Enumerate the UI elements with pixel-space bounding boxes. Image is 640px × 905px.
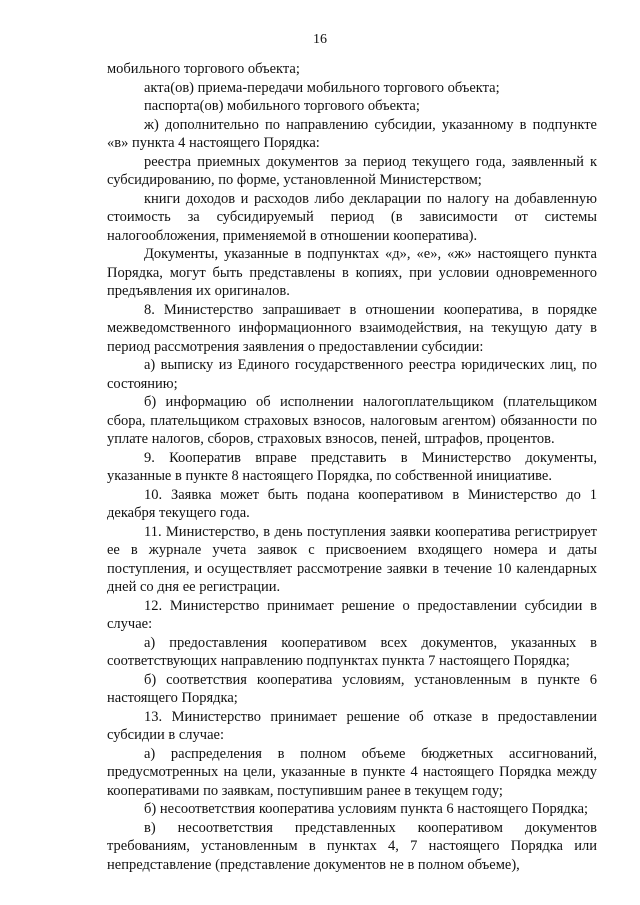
paragraph: 13. Министерство принимает решение об отказе в предоставлении субсидии в случае:	[107, 708, 597, 743]
paragraph: б) соответствия кооператива условиям, установленным в пункте 6 настоящего Порядка;	[107, 671, 597, 706]
paragraph: Документы, указанные в подпунктах «д», «е», «ж» настоящего пункта Порядка, могут быть представлены в копиях, при условии одновременного предъявления их оригиналов.	[107, 246, 597, 299]
paragraph: ж) дополнительно по направлению субсидии, указанному в подпункте «в» пункта 4 настоящего Порядка:	[107, 116, 597, 151]
document-body	[107, 60, 597, 874]
paragraph: а) предоставления кооперативом всех документов, указанных в соответствующих направлению подпунктах пункта 7 настоящего Порядка;	[107, 634, 597, 669]
paragraph: а) выписку из Единого государственного реестра юридических лиц, по состоянию;	[107, 357, 597, 392]
paragraph: в) несоответствия представленных кооперативом документов требованиям, установленным в пунктах 4, 7 настоящего Порядка или непредставление (представление документов не в полном объеме),	[107, 819, 597, 873]
paragraph: б) несоответствия кооператива условиям пункта 6 настоящего Порядка;	[144, 801, 589, 817]
paragraph: паспорта(ов) мобильного торгового объекта;	[144, 98, 420, 114]
paragraph: реестра приемных документов за период текущего года, заявленный к субсидированию, по форме, установленной Министерством;	[107, 153, 597, 188]
paragraph: 9. Кооператив вправе представить в Министерство документы, указанные в пункте 8 настоящего Порядка, по собственной инициативе.	[107, 449, 597, 484]
paragraph: 8. Министерство запрашивает в отношении кооператива, в порядке межведомственного информационного взаимодействия, на текущую дату в период рассмотрения заявления о предоставлении субсидии:	[107, 301, 597, 355]
paragraph: а) распределения в полном объеме бюджетных ассигнований, предусмотренных на цели, указанные в пункте 4 настоящего Порядка между кооперативами по заявкам, поступившим ранее в текущем году;	[107, 745, 597, 799]
page-number: 16	[313, 32, 327, 47]
paragraph: акта(ов) приема-передачи мобильного торгового объекта;	[144, 79, 500, 96]
paragraph: мобильного торгового объекта;	[107, 61, 300, 77]
paragraph: 12. Министерство принимает решение о предоставлении субсидии в случае:	[107, 597, 597, 632]
paragraph: 10. Заявка может быть подана кооперативом в Министерство до 1 декабря текущего года.	[107, 486, 597, 521]
paragraph: 11. Министерство, в день поступления заявки кооператива регистрирует ее в журнале учета заявок с присвоением входящего номера и даты поступления, и осуществляет рассмотрение заявки в течение 10 календарных дней со дня ее регистрации.	[107, 523, 597, 595]
paragraph: книги доходов и расходов либо декларации по налогу на добавленную стоимость за субсидируемый период (в зависимости от системы налогообложения, применяемой в отношении кооператива).	[107, 190, 597, 244]
paragraph: б) информацию об исполнении налогоплательщиком (плательщиком сбора, плательщиком страховых взносов, налоговым агентом) обязанности по уплате налогов, сборов, страховых взносов, пеней, штрафов, процентов.	[107, 394, 597, 447]
